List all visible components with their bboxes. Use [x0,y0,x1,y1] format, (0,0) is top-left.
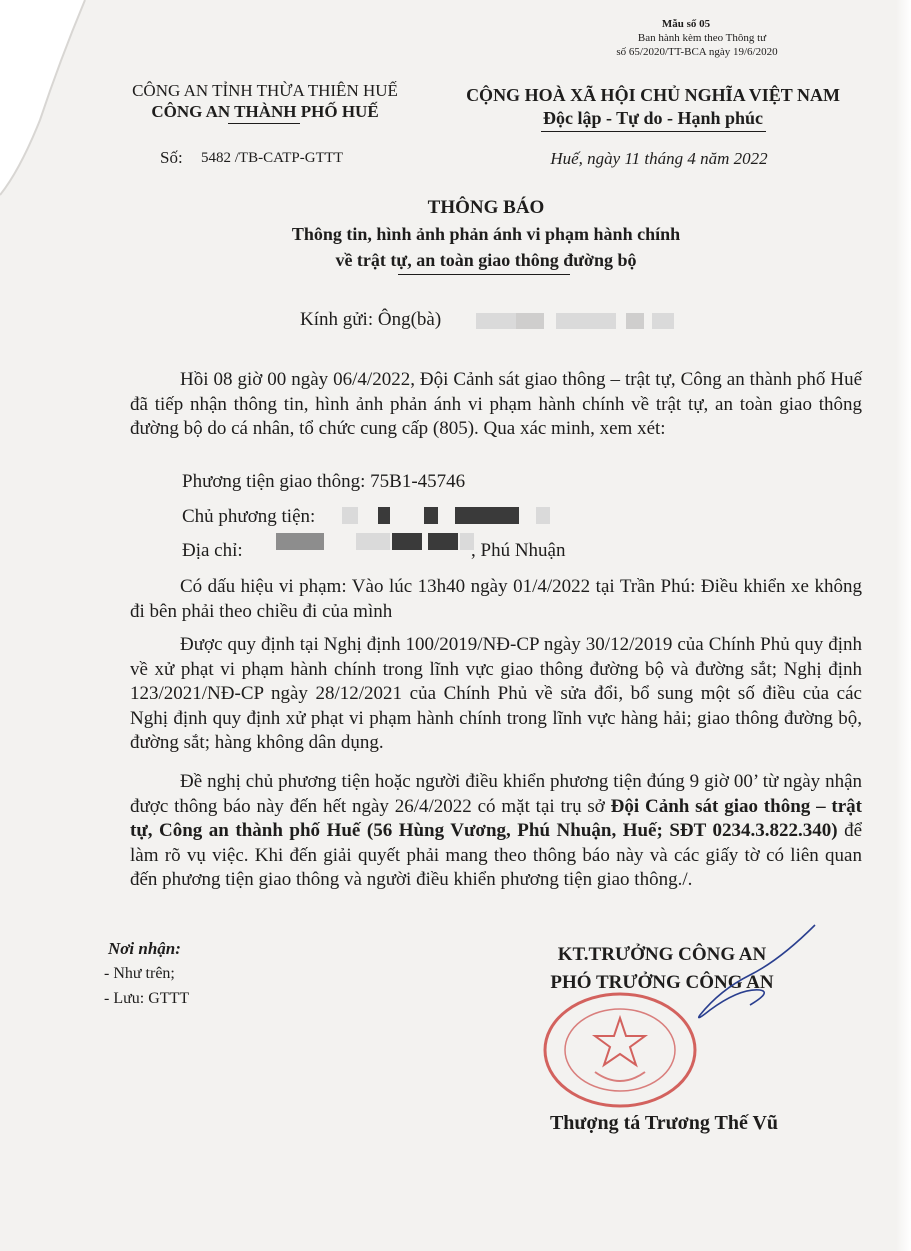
motto-underline [541,131,766,132]
form-number: Mẫu số 05 [661,18,711,30]
recipients-item-2: - Lưu: GTTT [104,990,190,1007]
nation-motto: Độc lập - Tự do - Hạnh phúc [542,108,764,128]
notice-subtitle-1: Thông tin, hình ảnh phản ánh vi phạm hành chính [291,224,681,244]
doc-number-label: Số: [160,148,183,167]
recipients-title: Nơi nhận: [108,939,181,958]
paragraph-regulation: Được quy định tại Nghị định 100/2019/NĐ-CP ngày 30/12/2019 của Chính Phủ quy định về xử phạt vi phạm hành chính trong lĩnh vực giao thông đường bộ và đường sắt; Nghị định 123/2021/NĐ-CP ngày 28/12/2021 của Chính Phủ về sửa đổi, bổ sung một số điều của các Nghị định quy định xử phạt vi phạm hành chính trong lĩnh vực hàng hải; giao thông đường bộ, đường sắt; hàng không dân dụng. [130,634,862,753]
recipients-item-1: - Như trên; [104,965,175,982]
org-line-2: CÔNG AN THÀNH PHỐ HUẾ [151,102,379,121]
request-office: Đội Cảnh sát giao thông – trật tự, Công an thành phố Huế (56 Hùng Vương, Phú Nhuận, Huế; SĐT 0234.3.822.340) [130,795,862,841]
form-issued-with: Ban hành kèm theo Thông tư [637,32,767,44]
signer-name: Thượng tá Trương Thế Vũ [549,1112,779,1134]
org-underline [228,123,300,124]
request-text-b: để làm rõ vụ việc. Khi đến giải quyết phải mang theo thông báo này và các giấy tờ có liên quan đến phương tiện giao thông và người điều khiển phương tiện giao thông./. [130,820,862,890]
subtitle-underline [398,274,570,275]
page-curl [0,0,90,200]
vehicle-plate: Phương tiện giao thông: 75B1-45746 [182,471,466,492]
paper-edge [896,0,911,1251]
paragraph-request [130,770,862,893]
org-line-1: CÔNG AN TỈNH THỪA THIÊN HUẾ [132,81,398,100]
owner-label: Chủ phương tiện: [182,506,316,527]
doc-number-value: 5482 /TB-CATP-GTTT [201,150,344,166]
handwritten-signature [600,920,830,1030]
request-text-a: Đề nghị chủ phương tiện hoặc người điều khiển phương tiện đúng 9 giờ 00’ từ ngày nhận được thông báo này đến hết ngày 26/4/2022 có mặt tại trụ sở [130,771,862,817]
paragraph-receipt: Hồi 08 giờ 00 ngày 06/4/2022, Đội Cảnh sát giao thông – trật tự, Công an thành phố Huế đã tiếp nhận thông tin, hình ảnh phản ánh vi phạm hành chính về trật tự, an toàn giao thông đường bộ do cá nhân, tổ chức cung cấp (805). Qua xác minh, xem xét: [130,369,862,439]
form-circular: số 65/2020/TT-BCA ngày 19/6/2020 [616,46,778,58]
recipient-label: Kính gửi: Ông(bà) [300,309,442,330]
place-date: Huế, ngày 11 tháng 4 năm 2022 [550,149,768,168]
signature-title-2: PHÓ TRƯỞNG CÔNG AN [550,972,774,993]
address-label: Địa chỉ: [182,540,243,561]
notice-title: THÔNG BÁO [427,197,545,218]
notice-subtitle-2: về trật tự, an toàn giao thông đường bộ [335,250,637,270]
nation-title: CỘNG HOÀ XÃ HỘI CHỦ NGHĨA VIỆT NAM [466,85,840,105]
address-district: , Phú Nhuận [471,540,566,561]
paragraph-violation: Có dấu hiệu vi phạm: Vào lúc 13h40 ngày 01/4/2022 tại Trần Phú: Điều khiển xe không đi bên phải theo chiều đi của mình [130,576,862,622]
signature-title-1: KT.TRƯỞNG CÔNG AN [557,944,767,965]
